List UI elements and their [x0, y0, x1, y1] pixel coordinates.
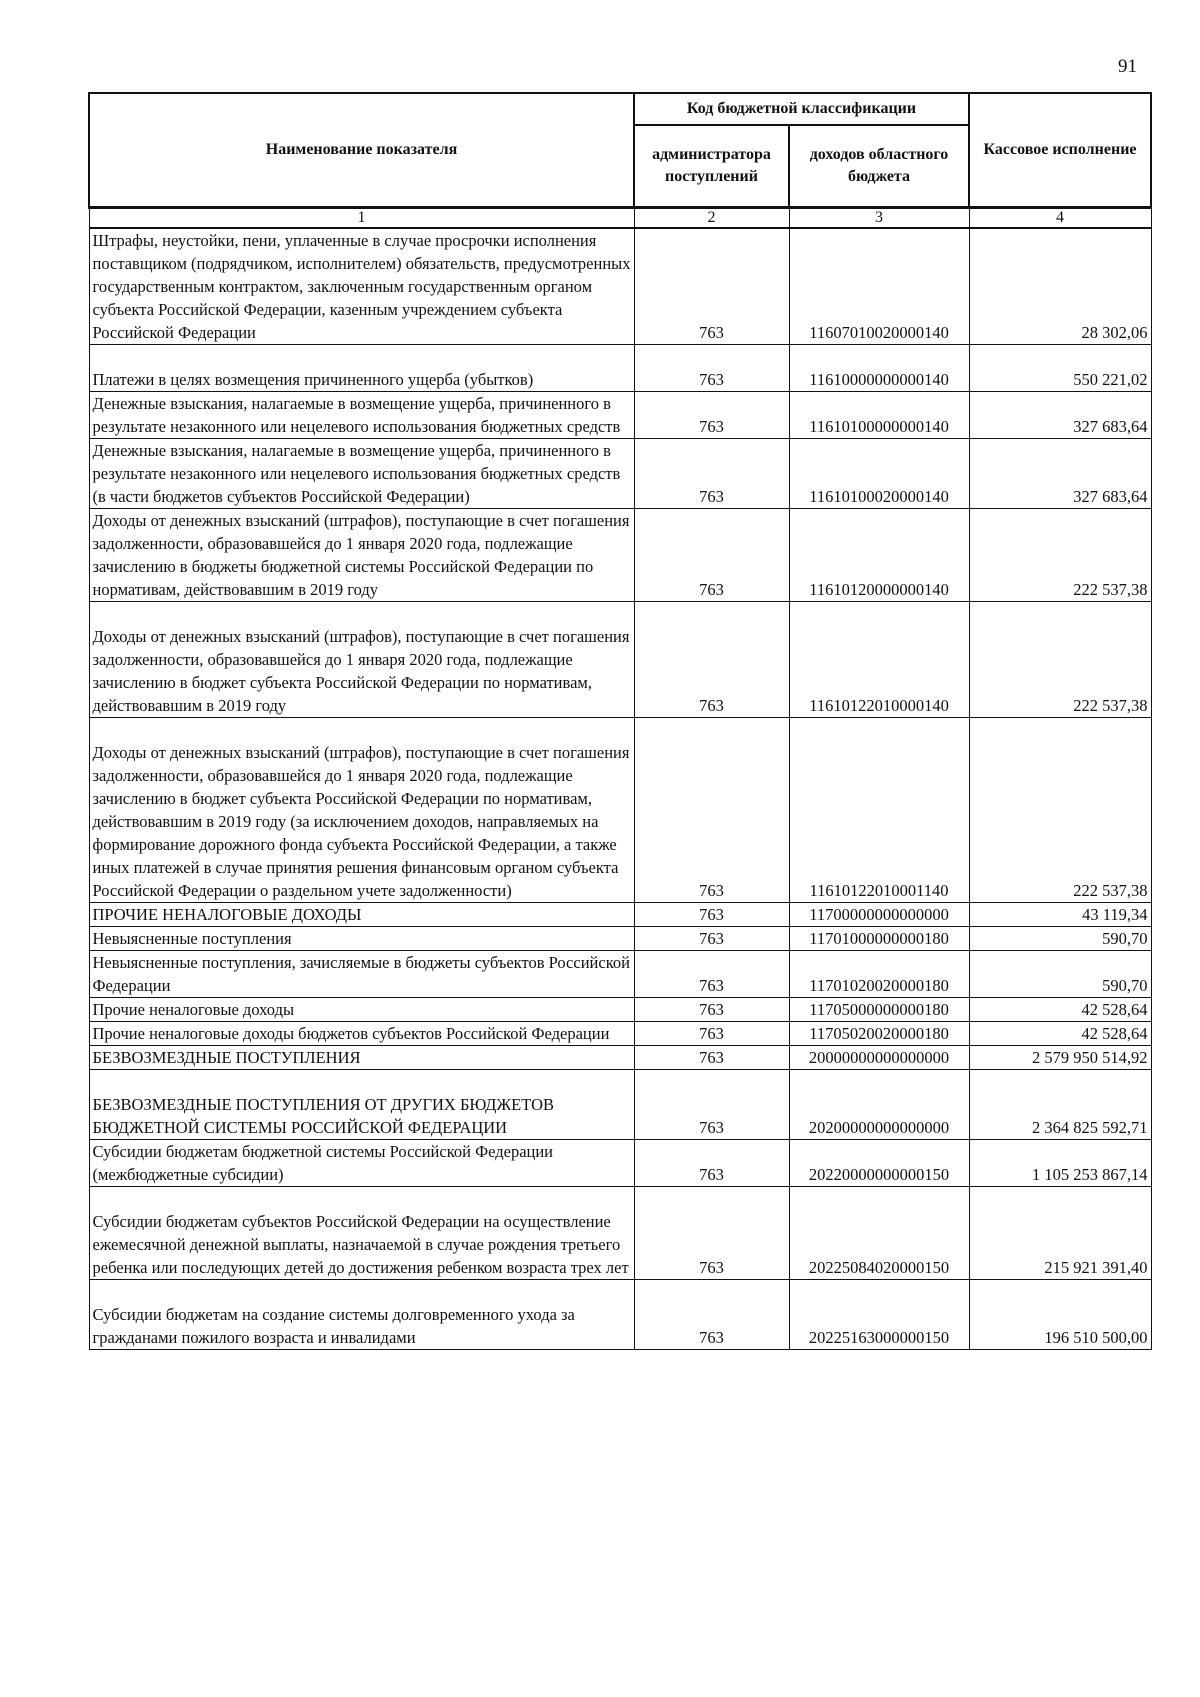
indicator-name: Доходы от денежных взысканий (штрафов), поступающие в счет погашения задолженности, образовавшейся до 1 января 2020 года, подлежащие зачислению в бюджеты бюджетной системы Российской Федерации по нормативам, действовавшим в 2019 году	[89, 509, 634, 602]
revenue-code: 11610122010000140	[789, 602, 969, 718]
page-number: 91	[1118, 56, 1137, 77]
execution-amount: 28 302,06	[969, 228, 1151, 345]
table-row	[89, 1070, 1151, 1140]
administrator-code: 763	[634, 228, 789, 345]
revenue-code: 11705020020000180	[789, 1022, 969, 1046]
table-row	[89, 903, 1151, 927]
revenue-code: 20225163000000150	[789, 1280, 969, 1350]
revenue-code: 11701000000000180	[789, 927, 969, 951]
execution-amount: 327 683,64	[969, 392, 1151, 439]
execution-amount: 196 510 500,00	[969, 1280, 1151, 1350]
table-row	[89, 439, 1151, 509]
indicator-name: Субсидии бюджетам на создание системы долговременного ухода за гражданами пожилого возраста и инвалидами	[89, 1280, 634, 1350]
table-row	[89, 1022, 1151, 1046]
administrator-code: 763	[634, 392, 789, 439]
execution-amount: 327 683,64	[969, 439, 1151, 509]
indicator-name: БЕЗВОЗМЕЗДНЫЕ ПОСТУПЛЕНИЯ	[89, 1046, 634, 1070]
column-number: 4	[969, 208, 1151, 229]
revenue-code: 20200000000000000	[789, 1070, 969, 1140]
administrator-code: 763	[634, 1070, 789, 1140]
table-row	[89, 718, 1151, 903]
execution-amount: 222 537,38	[969, 718, 1151, 903]
budget-revenue-table	[88, 92, 1152, 1350]
indicator-name: Денежные взыскания, налагаемые в возмещение ущерба, причиненного в результате незаконного или нецелевого использования бюджетных средств (в части бюджетов субъектов Российской Федерации)	[89, 439, 634, 509]
administrator-code: 763	[634, 345, 789, 392]
administrator-code: 763	[634, 509, 789, 602]
administrator-code: 763	[634, 1187, 789, 1280]
administrator-code: 763	[634, 602, 789, 718]
revenue-code: 11705000000000180	[789, 998, 969, 1022]
execution-amount: 42 528,64	[969, 998, 1151, 1022]
execution-amount: 43 119,34	[969, 903, 1151, 927]
indicator-name: Невыясненные поступления, зачисляемые в бюджеты субъектов Российской Федерации	[89, 951, 634, 998]
administrator-code: 763	[634, 718, 789, 903]
execution-amount: 215 921 391,40	[969, 1187, 1151, 1280]
revenue-code: 20225084020000150	[789, 1187, 969, 1280]
indicator-name: Платежи в целях возмещения причиненного ущерба (убытков)	[89, 345, 634, 392]
execution-amount: 2 364 825 592,71	[969, 1070, 1151, 1140]
revenue-code: 11610000000000140	[789, 345, 969, 392]
table-row	[89, 1140, 1151, 1187]
table-row	[89, 927, 1151, 951]
indicator-name: Прочие неналоговые доходы бюджетов субъектов Российской Федерации	[89, 1022, 634, 1046]
execution-amount: 2 579 950 514,92	[969, 1046, 1151, 1070]
administrator-code: 763	[634, 1140, 789, 1187]
administrator-code: 763	[634, 439, 789, 509]
indicator-name: Субсидии бюджетам субъектов Российской Федерации на осуществление ежемесячной денежной выплаты, назначаемой в случае рождения третьего ребенка или последующих детей до достижения ребенком возраста трех лет	[89, 1187, 634, 1280]
administrator-code: 763	[634, 998, 789, 1022]
revenue-code: 20220000000000150	[789, 1140, 969, 1187]
table-row	[89, 392, 1151, 439]
header-indicator-name: Наименование показателя	[89, 93, 634, 208]
administrator-code: 763	[634, 903, 789, 927]
table-row	[89, 1280, 1151, 1350]
table-row	[89, 998, 1151, 1022]
administrator-code: 763	[634, 1022, 789, 1046]
indicator-name: Невыясненные поступления	[89, 927, 634, 951]
administrator-code: 763	[634, 1046, 789, 1070]
column-number: 2	[634, 208, 789, 229]
table-row	[89, 1046, 1151, 1070]
indicator-name: Денежные взыскания, налагаемые в возмещение ущерба, причиненного в результате незаконного или нецелевого использования бюджетных средств	[89, 392, 634, 439]
table-row	[89, 345, 1151, 392]
execution-amount: 590,70	[969, 927, 1151, 951]
column-number: 1	[89, 208, 634, 229]
table-row	[89, 951, 1151, 998]
indicator-name: БЕЗВОЗМЕЗДНЫЕ ПОСТУПЛЕНИЯ ОТ ДРУГИХ БЮДЖЕТОВ БЮДЖЕТНОЙ СИСТЕМЫ РОССИЙСКОЙ ФЕДЕРАЦИИ	[89, 1070, 634, 1140]
header-revenue-code: доходов областного бюджета	[789, 125, 969, 208]
revenue-code: 11700000000000000	[789, 903, 969, 927]
execution-amount: 1 105 253 867,14	[969, 1140, 1151, 1187]
revenue-code: 11610122010001140	[789, 718, 969, 903]
table-row	[89, 602, 1151, 718]
revenue-code: 11610100020000140	[789, 439, 969, 509]
table-row	[89, 1187, 1151, 1280]
header-cash-execution: Кассовое исполнение	[969, 93, 1151, 208]
revenue-code: 11701020020000180	[789, 951, 969, 998]
indicator-name: Прочие неналоговые доходы	[89, 998, 634, 1022]
table-row	[89, 228, 1151, 345]
execution-amount: 550 221,02	[969, 345, 1151, 392]
table-row	[89, 509, 1151, 602]
header-administrator: администратора поступлений	[634, 125, 789, 208]
indicator-name: Доходы от денежных взысканий (штрафов), поступающие в счет погашения задолженности, образовавшейся до 1 января 2020 года, подлежащие зачислению в бюджет субъекта Российской Федерации по нормативам, действовавшим в 2019 году	[89, 602, 634, 718]
revenue-code: 20000000000000000	[789, 1046, 969, 1070]
revenue-code: 11610100000000140	[789, 392, 969, 439]
indicator-name: Штрафы, неустойки, пени, уплаченные в случае просрочки исполнения поставщиком (подрядчиком, исполнителем) обязательств, предусмотренных государственным контрактом, заключенным государственным органом субъекта Российской Федерации, казенным учреждением субъекта Российской Федерации	[89, 228, 634, 345]
administrator-code: 763	[634, 927, 789, 951]
execution-amount: 222 537,38	[969, 509, 1151, 602]
header-classification-code: Код бюджетной классификации	[634, 93, 969, 125]
indicator-name: Доходы от денежных взысканий (штрафов), поступающие в счет погашения задолженности, образовавшейся до 1 января 2020 года, подлежащие зачислению в бюджет субъекта Российской Федерации по нормативам, действовавшим в 2019 году (за исключением доходов, направляемых на формирование дорожного фонда субъекта Российской Федерации, а также иных платежей в случае принятия решения финансовым органом субъекта Российской Федерации о раздельном учете задолженности)	[89, 718, 634, 903]
indicator-name: Субсидии бюджетам бюджетной системы Российской Федерации (межбюджетные субсидии)	[89, 1140, 634, 1187]
execution-amount: 222 537,38	[969, 602, 1151, 718]
execution-amount: 42 528,64	[969, 1022, 1151, 1046]
execution-amount: 590,70	[969, 951, 1151, 998]
administrator-code: 763	[634, 1280, 789, 1350]
column-number: 3	[789, 208, 969, 229]
indicator-name: ПРОЧИЕ НЕНАЛОГОВЫЕ ДОХОДЫ	[89, 903, 634, 927]
revenue-code: 11607010020000140	[789, 228, 969, 345]
revenue-code: 11610120000000140	[789, 509, 969, 602]
administrator-code: 763	[634, 951, 789, 998]
